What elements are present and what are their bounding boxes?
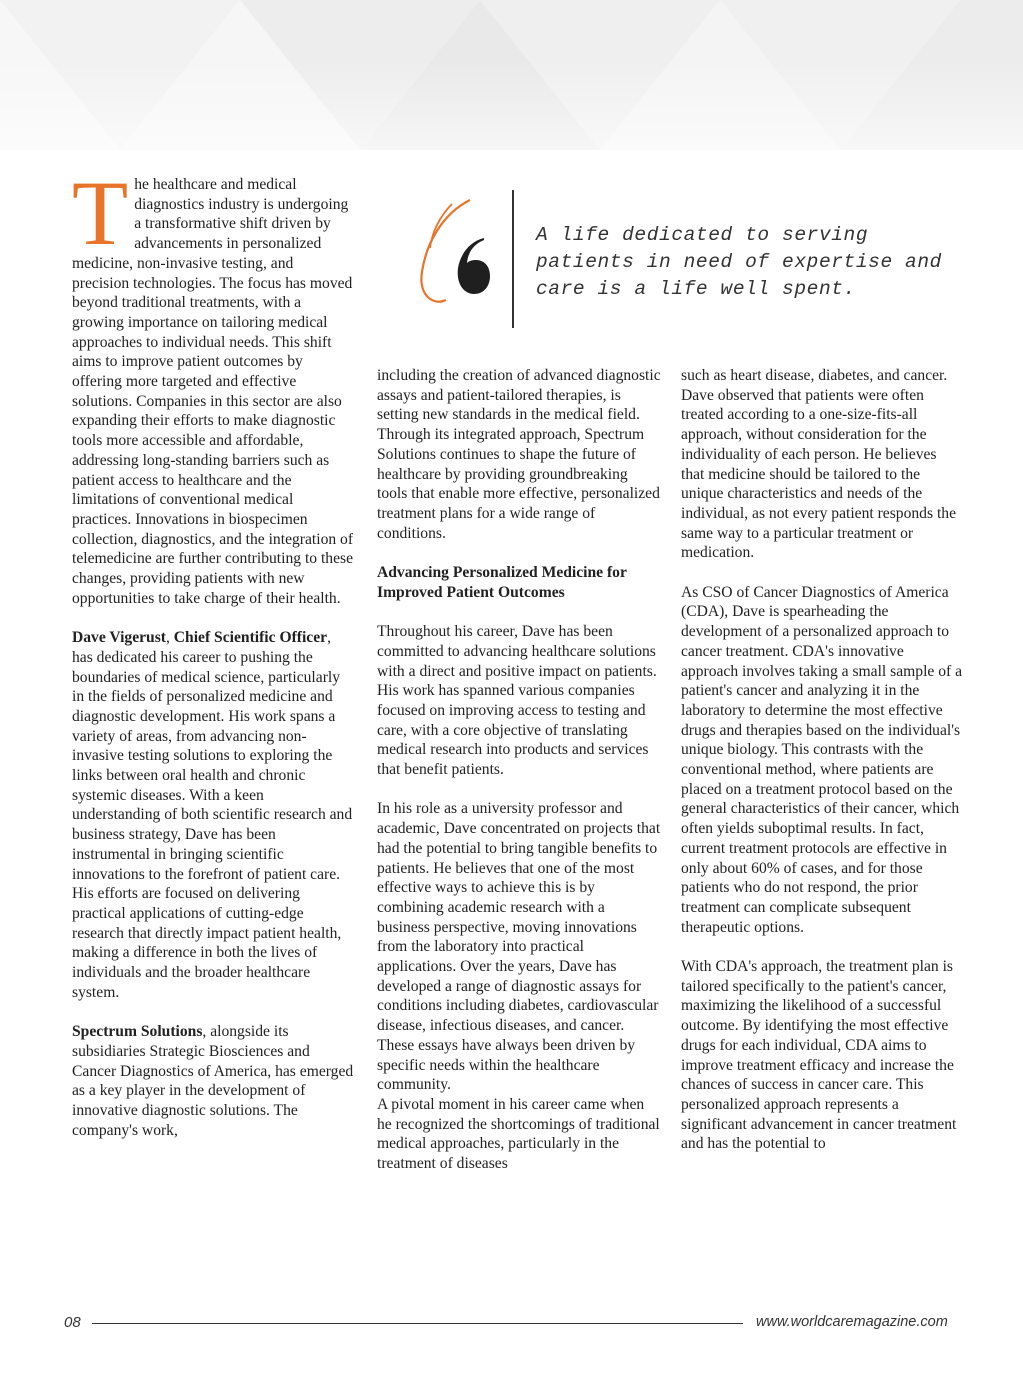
col3-paragraph-3: With CDA's approach, the treatment plan is tailored specifically to the patient's cancer, maximizing the likelihood of a successful outcome. By identifying the most effective drugs for each individual, CDA aims to improve treatment efficacy and increase the chances of success in cancer care. This personalized approach represents a significant advancement in cancer treatment and has the potential to (681, 958, 957, 1153)
col2-paragraph-4: A pivotal moment in his career came when he recognized the shortcomings of traditional medical approaches, particularly in the treatment of diseases (377, 1095, 660, 1173)
col3-paragraph-1: such as heart disease, diabetes, and cancer. Dave observed that patients were often treated according to a one-size-fits-all approach, without consideration for the individuality of each person. He believes that medicine should be tailored to the unique characteristics and needs of the individual, as not every patient responds the same way to a particular treatment or medication. (681, 367, 956, 562)
column-3 (681, 366, 963, 1154)
dave-title: Chief Scientific Officer (173, 629, 328, 647)
column-1 (72, 162, 354, 1140)
quote-mark-icon (412, 196, 492, 308)
col2-paragraph-1: including the creation of advanced diagnostic assays and patient-tailored therapies, is setting new standards in the medical field. Through its integrated approach, Spectrum Solutions continues to shape the future of healthcare by providing groundbreaking tools that enable more effective, personalized treatment plans for a wide range of conditions. (377, 367, 661, 542)
page-number: 08 (64, 1314, 81, 1331)
column-2 (377, 366, 661, 1174)
dave-paragraph (72, 628, 354, 1002)
spectrum-text: , alongside its subsidiaries Strategic Biosciences and Cancer Diagnostics of America, has emerged as a key player in the development of innovative diagnostic solutions. The company's work, (72, 1023, 354, 1139)
spectrum-name: Spectrum Solutions (72, 1023, 203, 1041)
pull-quote: A life dedicated to serving patients in need of expertise and care is a life well spent. (536, 224, 942, 300)
dave-text: , has dedicated his career to pushing the boundaries of medical science, particularly in the fields of personalized medicine and diagnostic development. His work spans a variety of areas, from advancing non-invasive testing solutions to exploring the links between oral health and chronic systemic diseases. With a keen understanding of both scientific research and business strategy, Dave has been instrumental in bringing scientific innovations to the forefront of patient care. His efforts are focused on delivering practical applications of cutting-edge research that directly impact patient health, making a difference in both the lives of individuals and the broader healthcare system. (72, 629, 353, 1001)
intro-paragraph (72, 162, 354, 608)
intro-text: he healthcare and medical diagnostics industry is undergoing a transformative shift driven by advancements in personalized medicine, non-invasive testing, and precision technologies. The focus has moved beyond traditional treatments, with a growing importance on tailoring medical approaches to individual needs. This shift aims to improve patient outcomes by offering more targeted and effective solutions. Companies in this sector are also expanding their efforts to make diagnostic tools more accessible and affordable, addressing long-standing barriers such as patient access to healthcare and the limitations of conventional medical practices. Innovations in biospecimen collection, diagnostics, and the integration of telemedicine are further contributing to these changes, providing patients with new opportunities to take charge of their health. (72, 176, 354, 607)
dave-name: Dave Vigerust (72, 629, 166, 647)
col2-paragraph-2: Throughout his career, Dave has been committed to advancing healthcare solutions with a direct and positive impact on patients. His work has spanned various companies focused on improving access to testing and care, with a core objective of translating medical research into products and services that benefit patients. (377, 623, 657, 779)
section-heading: Advancing Personalized Medicine for Improved Patient Outcomes (377, 564, 627, 601)
quote-divider (512, 190, 514, 328)
dave-sep: , (165, 629, 174, 647)
col2-paragraph-3: In his role as a university professor and academic, Dave concentrated on projects that had the potential to bring tangible benefits to patients. He believes that one of the most effective ways to achieve this is by combining academic research with a business perspective, moving innovations from the laboratory into practical applications. Over the years, Dave has developed a range of diagnostic assays for conditions including diabetes, cardiovascular disease, infectious diseases, and cancer. These essays have always been driven by specific needs within the healthcare community. (377, 800, 661, 1094)
footer-divider (92, 1323, 743, 1324)
col3-paragraph-2: As CSO of Cancer Diagnostics of America (CDA), Dave is spearheading the development of a personalized approach to cancer treatment. CDA's innovative approach involves taking a small sample of a patient's cancer and analyzing it in the laboratory to determine the most effective drugs and therapies based on the individual's unique biology. This contrasts with the conventional method, where patients are placed on a treatment protocol based on the general characteristics of their cancer, which often yields suboptimal results. In fact, current treatment protocols are effective in only about 60% of cases, and for those patients who do not respond, the prior treatment can complicate subsequent therapeutic options. (681, 583, 963, 936)
website-url: www.worldcaremagazine.com (756, 1314, 948, 1330)
spectrum-paragraph (72, 1022, 354, 1140)
drop-cap: T (72, 162, 129, 264)
